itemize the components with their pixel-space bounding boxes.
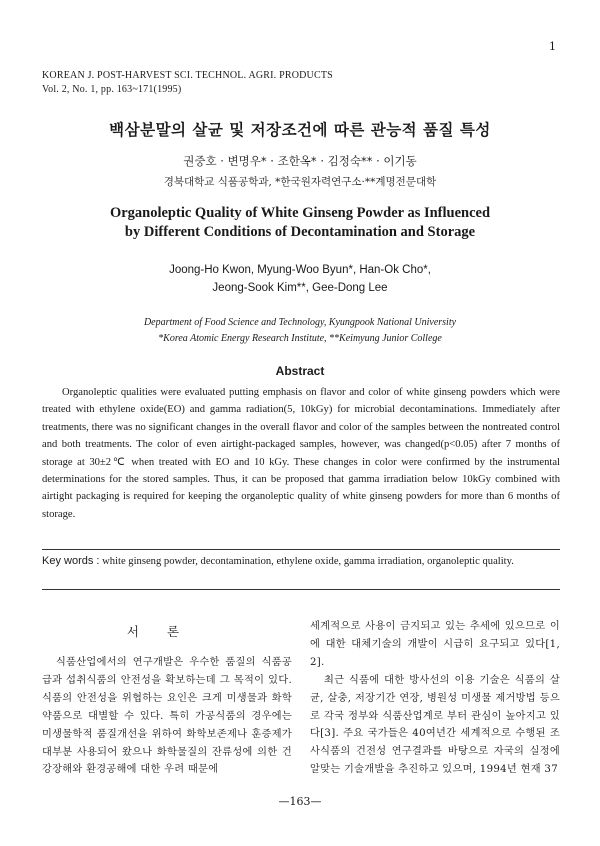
keywords: [42, 553, 560, 570]
affiliation-korean: 경북대학교 식품공학과, *한국원자력연구소·**계명전문대학: [163, 176, 437, 188]
authors-english: [0, 261, 600, 297]
left-column: [42, 654, 292, 779]
title-english: [0, 204, 600, 242]
keywords-text: white ginseng powder, decontamination, ethylene oxide, gamma irradiation, organoleptic quality.: [102, 556, 514, 567]
title-english-line2: by Different Conditions of Decontamination and Storage: [124, 224, 476, 240]
title-korean: 백삼분말의 살균 및 저장조건에 따른 관능적 품질 특성: [109, 121, 491, 139]
affiliation-english: [0, 315, 600, 347]
abstract-heading: Abstract: [275, 364, 325, 378]
abstract-body: Organoleptic qualities were evaluated putting emphasis on flavor and color of white ginseng powders which were treated with ethylene oxide(EO) and gamma radiation(5, 10kGy) for microbial decontaminations. Immediately after treatments, there was no significant changes in the overall flavor and color of the samples between the nontreated control and both treatments. The color of even airtight-packaged samples, however, was changed(p<0.05) after 7 months of storage at 30±2℃ when treated with EO and 10 kGy. These changes in color were confirmed by the instrumental determinations for the stored samples. Thus, it can be proposed that gamma irradiation below 10kGy combined with airtight packaging is required for keeping the organoleptic quality of white ginseng powders for more than 6 months of storage.: [42, 387, 560, 520]
journal-name: KOREAN J. POST-HARVEST SCI. TECHNOL. AGRI. PRODUCTS: [42, 70, 333, 81]
left-column-paragraph: 식품산업에서의 연구개발은 우수한 품질의 식품공급과 섭취식품의 안전성을 확보하는데 그 목적이 있다. 식품의 안전성을 위협하는 요인은 크게 미생물과 화학약품으로 대별할 수 있다. 특히 가공식품의 경우에는 미생물학적 품질개선을 위하여 화학보존제나 훈증제가 대부분 사용되어 왔으나 화학물질의 잔류성에 의한 건강장해와 환경공해에 대한 우려 때문에: [42, 657, 292, 776]
keywords-bottom-divider: [42, 589, 560, 590]
authors-english-line1: Joong-Ho Kwon, Myung-Woo Byun*, Han-Ok Cho*,: [169, 264, 431, 276]
affiliation-english-line1: Department of Food Science and Technology, Kyungpook National University: [143, 317, 457, 328]
right-column-paragraph-2: 최근 식품에 대한 방사선의 이용 기술은 식품의 살균, 살충, 저장기간 연장, 병원성 미생물 제거방법 등으로 각국 정부와 식품산업계로 부터 관심이 높아지고 있다[3]. 주요 국가들은 40여년간 세계적으로 수행된 조사식품의 건전성 연구결과를 바탕으로 자국의 실정에 알맞는 기술개발을 추진하고 있으며, 1994년 현재 37: [310, 674, 560, 776]
title-english-line1: Organoleptic Quality of White Ginseng Powder as Influenced: [109, 205, 491, 221]
keywords-top-divider: [42, 549, 560, 550]
section-heading-introduction: 서론: [126, 624, 208, 639]
right-column-paragraph-1: 세계적으로 사용이 금지되고 있는 추세에 있으므로 이에 대한 대체기술의 개발이 시급히 요구되고 있다[1, 2].: [310, 621, 560, 668]
keywords-label: Key words :: [42, 555, 100, 567]
page-number-top: 1: [549, 40, 556, 53]
authors-korean: 권중호 · 변명우* · 조한옥* · 김정숙** · 이기동: [183, 154, 417, 168]
affiliation-english-line2: *Korea Atomic Energy Research Institute, **Keimyung Junior College: [158, 333, 442, 344]
right-column: [310, 618, 560, 779]
authors-english-line2: Jeong-Sook Kim**, Gee-Dong Lee: [212, 282, 388, 294]
page-number-bottom: —163—: [278, 795, 322, 808]
journal-volume: Vol. 2, No. 1, pp. 163~171(1995): [42, 84, 182, 95]
